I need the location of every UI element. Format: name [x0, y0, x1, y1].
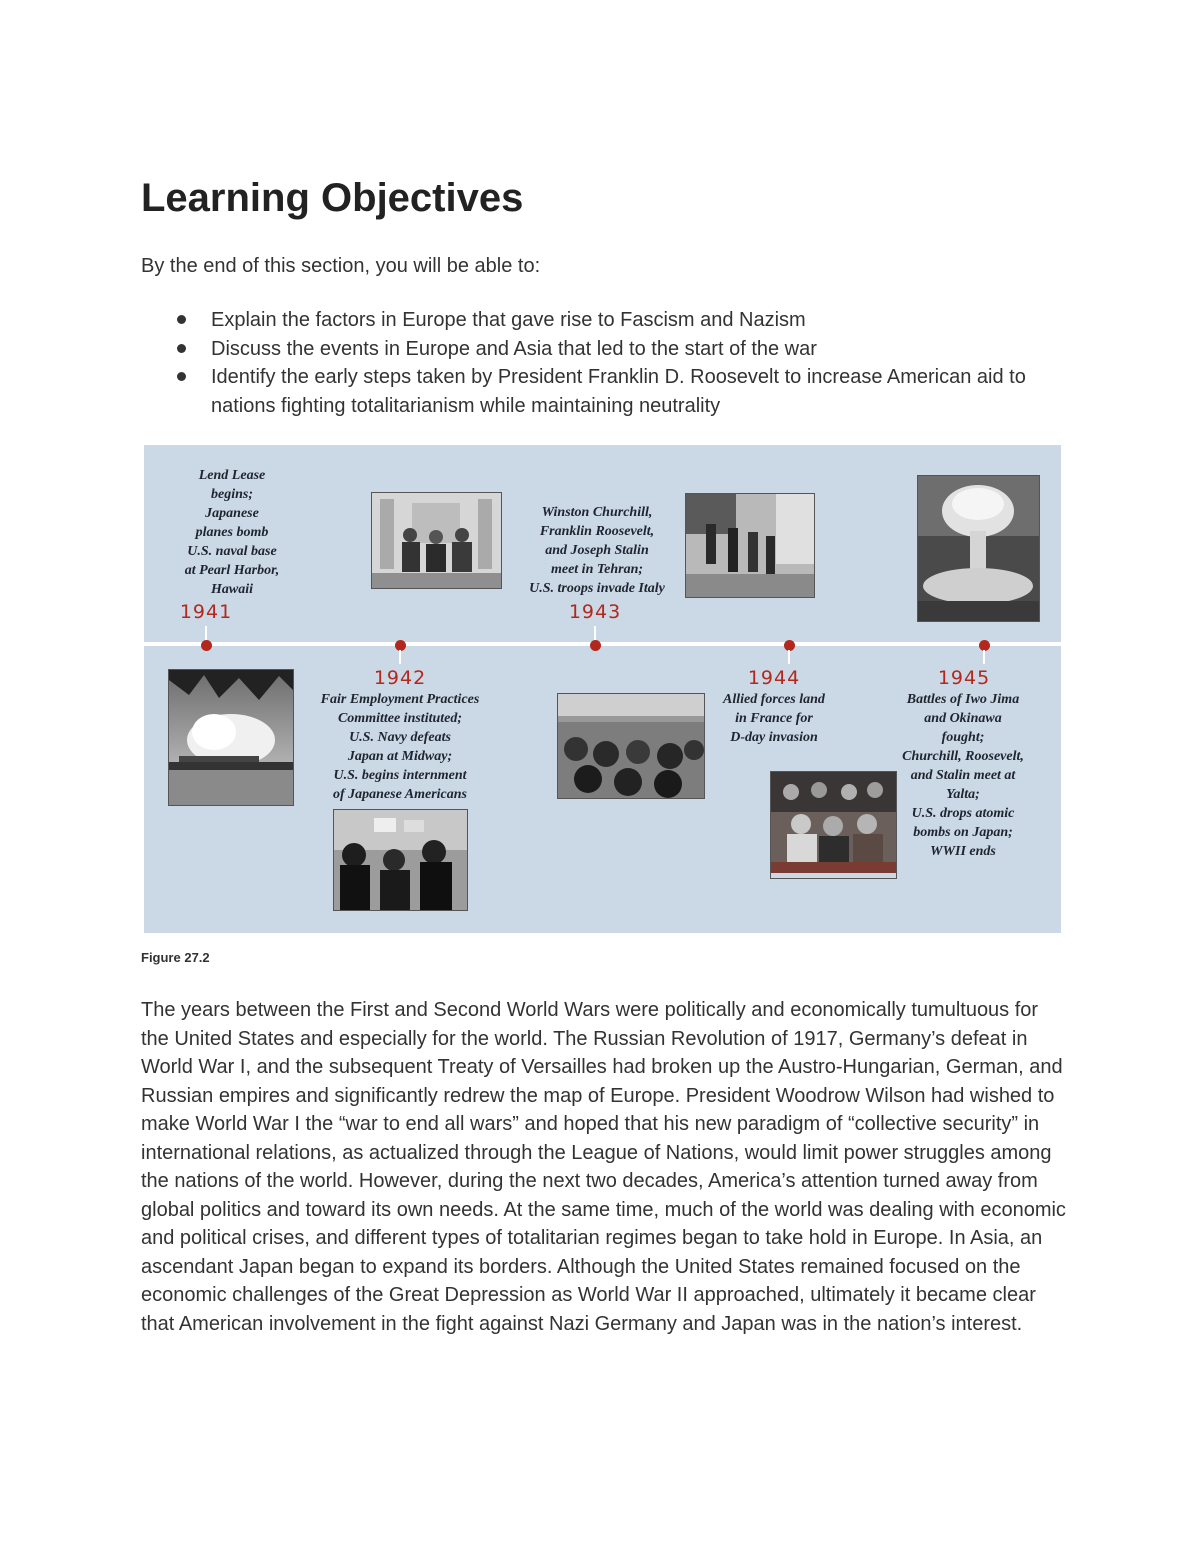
timeline-tick [594, 626, 596, 640]
timeline-year-1942: 1942 [373, 667, 427, 689]
internment-photo [333, 809, 468, 911]
atomic-bomb-photo [917, 475, 1040, 622]
pearl-harbor-photo [168, 669, 294, 806]
bullet-icon [177, 372, 186, 381]
timeline-year-1941: 1941 [179, 601, 233, 623]
timeline-caption-1943: Winston Churchill, Franklin Roosevelt, and Joseph Stalin meet in Tehran; U.S. troops invade Italy [529, 505, 665, 596]
tehran-conference-photo [371, 492, 502, 589]
timeline-year-1945: 1945 [937, 667, 991, 689]
intro-text: By the end of this section, you will be able to: [141, 255, 541, 277]
objective-text: Identify the early steps taken by President Franklin D. Roosevelt to increase American aid to nations fighting totalitarianism while maintaining neutrality [211, 366, 1026, 417]
objective-item [141, 363, 1061, 420]
timeline-tick [399, 650, 401, 664]
page-heading: Learning Objectives [141, 176, 524, 220]
timeline-dot-1941 [201, 640, 212, 651]
timeline-tick [788, 650, 790, 664]
timeline-caption-1945: Battles of Iwo Jima and Okinawa fought; Churchill, Roosevelt, and Stalin meet at Yalta; U.S. drops atomic bombs on Japan; WWII ends [902, 692, 1024, 859]
timeline-year-1944: 1944 [747, 667, 801, 689]
bullet-icon [177, 344, 186, 353]
objective-item [141, 306, 1061, 335]
timeline-caption-1942: Fair Employment Practices Committee instituted; U.S. Navy defeats Japan at Midway; U.S. begins internment of Japanese Americans [320, 692, 480, 802]
d-day-landing-photo [557, 693, 705, 799]
timeline-caption-1941: Lend Lease begins; Japanese planes bomb U.S. naval base at Pearl Harbor, Hawaii [184, 468, 280, 597]
timeline-tick [205, 626, 207, 640]
objective-text: Discuss the events in Europe and Asia that led to the start of the war [211, 337, 817, 360]
timeline-caption-1944: Allied forces land in France for D-day invasion [723, 692, 825, 745]
figure-label: Figure 27.2 [141, 950, 210, 965]
timeline-figure [144, 445, 1061, 933]
timeline-dot-1943 [590, 640, 601, 651]
bullet-icon [177, 315, 186, 324]
italy-invasion-photo [685, 493, 815, 598]
timeline-tick [983, 650, 985, 664]
body-paragraph: The years between the First and Second World Wars were politically and economically tumultuous for the United States and especially for the world. The Russian Revolution of 1917, Germany’s defeat in World War I, and the subsequent Treaty of Versailles had broken up the Austro-Hungarian, German, and Russian empires and significantly redrew the map of Europe. President Woodrow Wilson had wished to make World War I the “war to end all wars” and hoped that his new paradigm of “collective security” in international relations, as actualized through the League of Nations, would limit power struggles among the nations of the world. However, during the next two decades, America’s attention turned away from global politics and toward its own needs. At the same time, much of the world was dealing with economic and political crises, and different types of totalitarian regimes began to take hold in Europe. In Asia, an ascendant Japan began to expand its borders. Although the United States remained focused on the economic challenges of the Great Depression as World War II approached, ultimately it became clear that American involvement in the fight against Nazi Germany and Japan was in the nation’s interest. [141, 999, 1066, 1335]
objectives-list [141, 306, 1061, 420]
timeline-year-1943: 1943 [568, 601, 622, 623]
objective-text: Explain the factors in Europe that gave rise to Fascism and Nazism [211, 309, 806, 331]
objective-item [141, 335, 1061, 364]
timeline-axis [144, 642, 1061, 646]
